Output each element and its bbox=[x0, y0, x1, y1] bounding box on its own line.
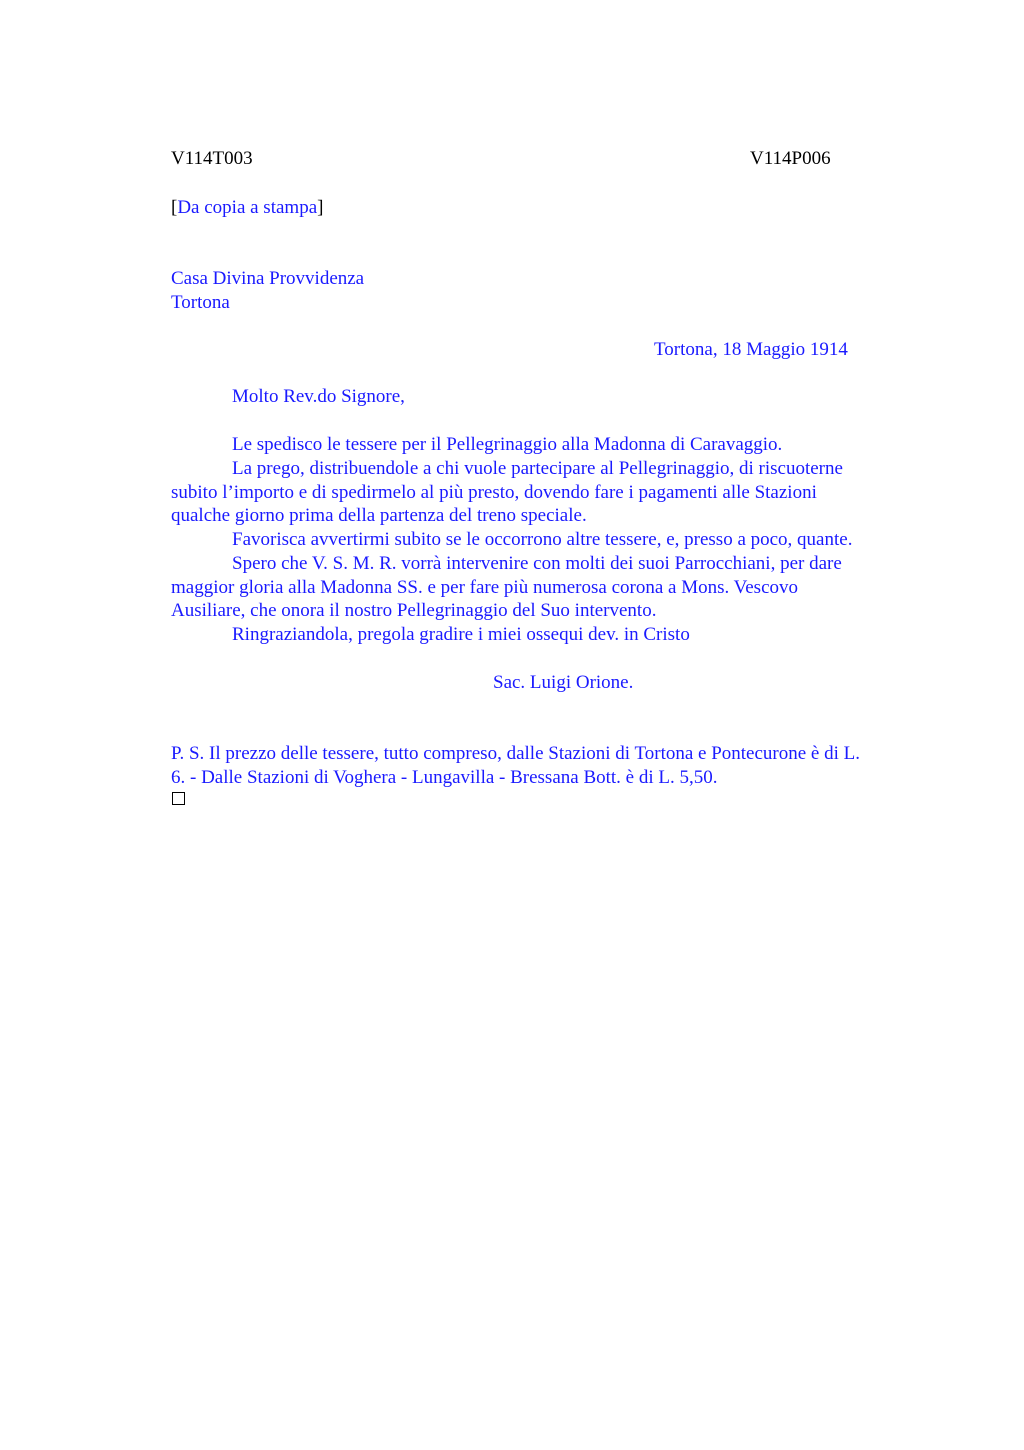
source-note-bracket-open: [ bbox=[171, 197, 178, 218]
salutation: Molto Rev.do Signore, bbox=[232, 386, 405, 407]
document-code-left: V114T003 bbox=[171, 148, 253, 169]
postscript-line: 6. - Dalle Stazioni di Voghera - Lungavilla - Bressana Bott. è di L. 5,50. bbox=[171, 767, 718, 788]
body-line: subito l’importo e di spedirmelo al più presto, dovendo fare i pagamenti alle Stazioni bbox=[171, 482, 817, 503]
body-line: Spero che V. S. M. R. vorrà intervenire con molti dei suoi Parrocchiani, per dare bbox=[232, 553, 842, 574]
sender-line-2: Tortona bbox=[171, 292, 230, 313]
document-code-right: V114P006 bbox=[750, 148, 831, 169]
body-line: Ausiliare, che onora il nostro Pellegrinaggio del Suo intervento. bbox=[171, 600, 657, 621]
body-line: qualche giorno prima della partenza del treno speciale. bbox=[171, 505, 587, 526]
sender-line-1: Casa Divina Provvidenza bbox=[171, 268, 365, 289]
body-line: La prego, distribuendole a chi vuole partecipare al Pellegrinaggio, di riscuoterne bbox=[232, 458, 843, 479]
signature: Sac. Luigi Orione. bbox=[493, 672, 634, 693]
date-line: Tortona, 18 Maggio 1914 bbox=[654, 339, 848, 360]
checkbox-icon bbox=[172, 792, 185, 805]
body-line: maggior gloria alla Madonna SS. e per fare più numerosa corona a Mons. Vescovo bbox=[171, 577, 799, 598]
body-line: Favorisca avvertirmi subito se le occorrono altre tessere, e, presso a poco, quante. bbox=[232, 529, 853, 550]
body-line: Ringraziandola, pregola gradire i miei ossequi dev. in Cristo bbox=[232, 624, 690, 645]
source-note bbox=[171, 196, 323, 220]
source-note-bracket-close: ] bbox=[317, 197, 324, 218]
postscript-line: P. S. Il prezzo delle tessere, tutto compreso, dalle Stazioni di Tortona e Pontecurone è di L. bbox=[171, 743, 861, 764]
body-line: Le spedisco le tessere per il Pellegrinaggio alla Madonna di Caravaggio. bbox=[232, 434, 783, 455]
source-note-text: Da copia a stampa bbox=[177, 197, 318, 218]
